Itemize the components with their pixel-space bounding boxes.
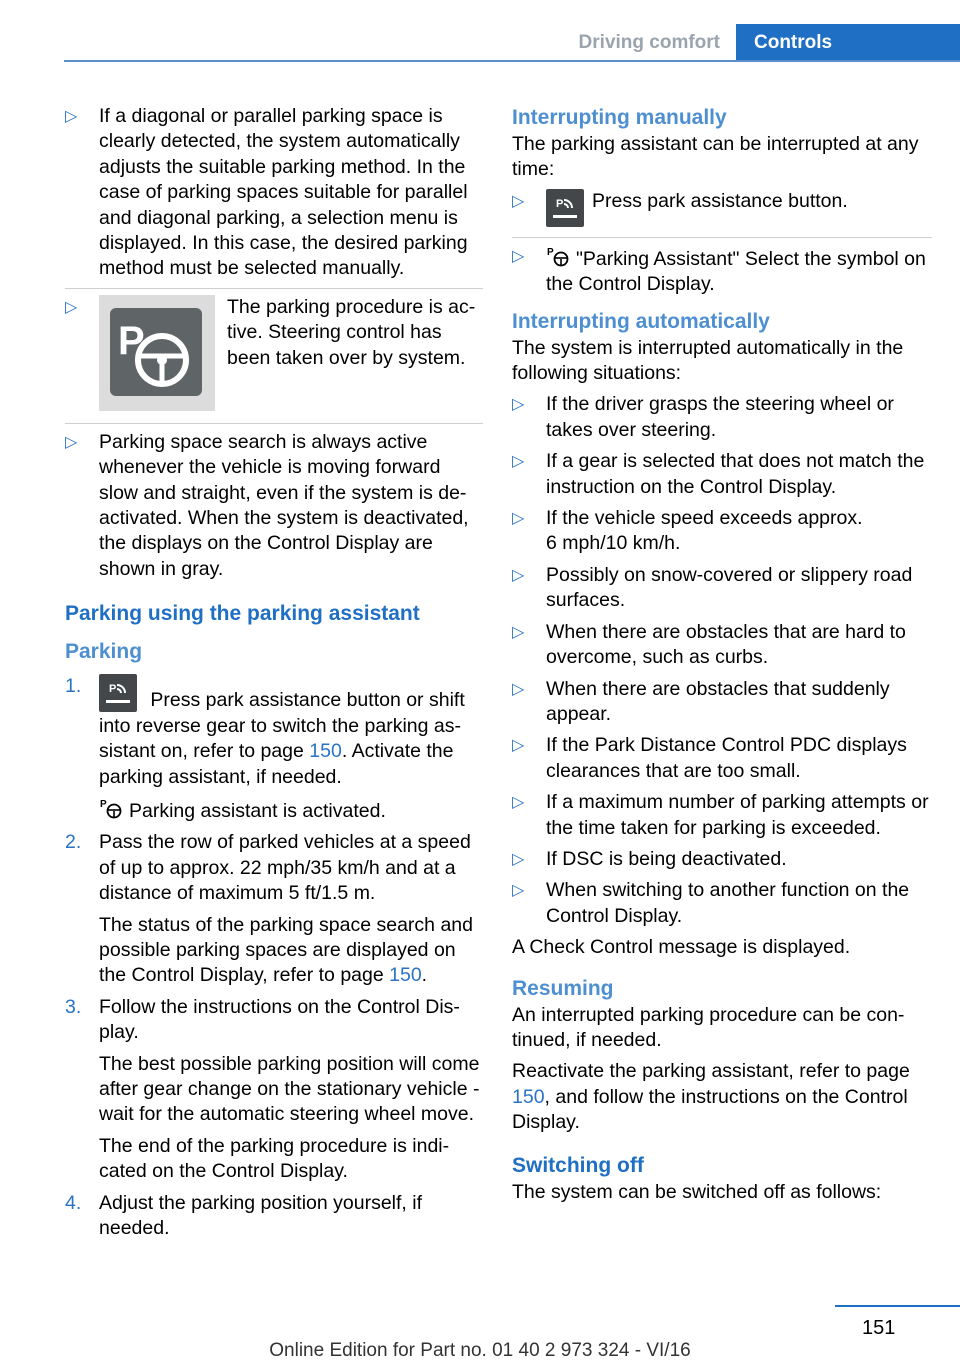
bullet-text: If a diagonal or parallel parking space is clearly detected, the system automatically adjusts the suitable parking method. In the case of parking spaces suitable for parallel and diagonal parking, a selection menu is displayed. In this case, the desired parking method must be selected manually. (99, 105, 468, 280)
page-link[interactable]: 150 (389, 964, 422, 987)
list-item (65, 104, 483, 282)
step-text: Pass the row of parked vehicles at a speed of up to approx. 22 mph/35 km/h and at a distance of maximum 5 ft/1.5 m. (99, 831, 471, 905)
bullet-text: Parking space search is always active whenever the vehicle is moving forward slow and straight, even if the system is deactivated. When the system is deactivated, the displays on the Control Display are shown in gray. (99, 430, 469, 580)
step-item (65, 995, 483, 1185)
bullet-text: The parking procedure is active. Steering control has been taken over by system. (227, 295, 476, 369)
svg-text:P: P (118, 318, 145, 363)
triangle-right-icon: ▷ (512, 192, 525, 210)
triangle-right-icon: ▷ (512, 566, 525, 584)
triangle-right-icon: ▷ (512, 623, 525, 641)
triangle-right-icon: ▷ (512, 247, 525, 265)
step-number: 3. (65, 995, 82, 1018)
footer-rule (835, 1305, 960, 1307)
header-section: Driving comfort (578, 32, 720, 53)
step-text: Adjust the parking position yourself, if needed. (99, 1191, 423, 1239)
section-heading: Switching off (512, 1153, 644, 1177)
page-link[interactable]: 150 (309, 740, 342, 763)
step-number: 4. (65, 1191, 82, 1214)
bullet-text: Press park assistance button. (592, 189, 848, 212)
page-number: 151 (862, 1317, 896, 1339)
triangle-right-icon: ▷ (512, 680, 525, 698)
triangle-right-icon: ▷ (65, 298, 78, 316)
parking-steering-icon (99, 295, 215, 411)
step-subtext: The best possible parking position will come after gear change on the stationary vehicle - wait for the automatic steering wheel move. (99, 1052, 480, 1126)
paragraph: The system is interrupted automatically in the following situations: (512, 336, 904, 385)
step-subtext: P Parking assistant is activated. (99, 796, 483, 824)
step-subtext: The end of the parking procedure is indicated on the Control Display. (99, 1134, 450, 1183)
step-text: Follow the instructions on the Control Display. (99, 995, 460, 1044)
svg-text:P: P (109, 683, 117, 696)
list-item: ▷ When there are obstacles that are hard to overcome, such as curbs. (512, 620, 906, 669)
list-item: ▷ If the driver grasps the steering wheel or takes over steering. (512, 393, 894, 441)
subsection-heading: Interrupting automatically (512, 309, 770, 333)
step-item (65, 674, 483, 824)
paragraph: The system can be switched off as follows: (512, 1180, 882, 1203)
subsection-heading: Resuming (512, 976, 614, 1000)
page-link[interactable]: 150 (512, 1085, 545, 1108)
svg-text:P: P (547, 246, 554, 258)
list-item: ▷ Possibly on snow-covered or slippery road surfaces. (512, 563, 913, 612)
step-item (65, 830, 483, 988)
parking-assistant-symbol-icon (546, 244, 570, 268)
bullet-text: "Parking Assistant" Select the symbol on the Control Display. (546, 247, 926, 296)
triangle-right-icon: ▷ (512, 510, 525, 528)
triangle-right-icon: ▷ (65, 433, 78, 451)
svg-text:P: P (100, 798, 107, 810)
list-item: ▷ If DSC is being deactivated. (512, 847, 932, 872)
svg-text:P: P (556, 197, 564, 210)
triangle-right-icon: ▷ (512, 396, 525, 414)
list-item: ▷ If a gear is selected that does not match the instruction on the Control Display. (512, 450, 925, 498)
edition-footer: Online Edition for Part no. 01 40 2 973 324 - VI/16 (269, 1340, 691, 1361)
list-item: ▷ If a maximum number of parking attempts or the time taken for parking is exceeded. (512, 791, 929, 839)
header-tab: Controls (736, 24, 960, 62)
step-item (65, 1191, 483, 1242)
step-number: 1. (65, 675, 82, 698)
park-assist-button-icon (546, 189, 584, 227)
list-item (65, 295, 483, 417)
page-header (0, 24, 960, 62)
paragraph: Reactivate the parking assistant, refer to page 150, and follow the instructions on the Control Display. (512, 1060, 910, 1134)
triangle-right-icon: ▷ (512, 882, 525, 900)
left-column (65, 104, 483, 1247)
triangle-right-icon: ▷ (512, 453, 525, 471)
step-number: 2. (65, 831, 82, 854)
list-item: ▷ When there are obstacles that suddenly appear. (512, 677, 890, 725)
header-rule (64, 60, 960, 62)
step-subtext: The status of the parking space search and possible parking spaces are displayed on the Control Display, refer to page 150. (99, 913, 473, 987)
triangle-right-icon: ▷ (512, 794, 525, 812)
subsection-heading: Parking (65, 640, 143, 664)
divider (512, 237, 932, 238)
list-item (65, 430, 483, 582)
park-assist-button-icon (99, 674, 137, 712)
paragraph: A Check Control message is displayed. (512, 936, 851, 959)
triangle-right-icon: ▷ (65, 108, 78, 125)
step-text: P Press park assistance button or shift into reverse gear to switch the parking assistant on, refer to page 150. Activate the parking assistant, if needed. (99, 674, 483, 790)
subsection-heading: Interrupting manually (512, 106, 727, 129)
divider (65, 423, 483, 424)
section-heading: Parking using the parking assistant (65, 602, 420, 626)
list-item: ▷ When switching to another function on the Control Display. (512, 879, 910, 927)
list-item: ▷ If the Park Distance Control PDC displays clearances that are too small. (512, 734, 907, 782)
paragraph: The parking assistant can be interrupted at any time: (512, 133, 919, 181)
divider (65, 288, 483, 289)
triangle-right-icon: ▷ (512, 850, 525, 868)
list-item: ▷ If the vehicle speed exceeds approx. 6 mph/10 km/h. (512, 507, 863, 555)
list-item (512, 244, 932, 298)
parking-assistant-symbol-icon (99, 796, 123, 820)
paragraph: An interrupted parking procedure can be continued, if needed. (512, 1003, 905, 1051)
triangle-right-icon: ▷ (512, 737, 525, 755)
list-item (512, 189, 932, 231)
right-column (512, 104, 932, 1211)
